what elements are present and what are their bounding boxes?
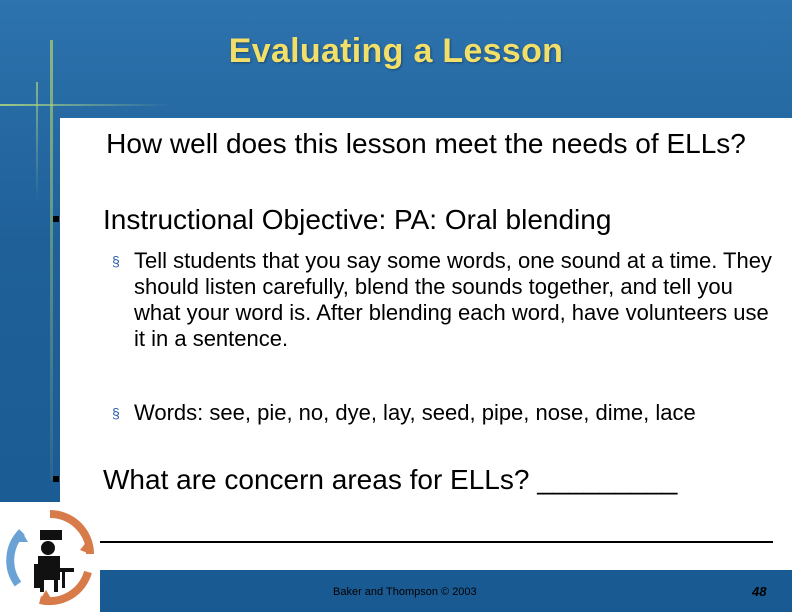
answer-line: [80, 541, 773, 543]
main-question: How well does this lesson meet the needs of ELLs?: [106, 128, 746, 159]
footer-credit: Baker and Thompson © 2003: [333, 586, 477, 598]
slide-title: Evaluating a Lesson: [228, 32, 564, 70]
square-bullet-icon: [53, 476, 59, 482]
square-bullet-icon: §: [112, 405, 120, 421]
decor-line-vertical: [50, 40, 53, 480]
sub-item-text: Words: see, pie, no, dye, lay, seed, pipe, nose, dime, lace: [134, 400, 696, 425]
decor-line-vertical-2: [36, 82, 38, 202]
page-number: 48: [752, 584, 767, 599]
square-bullet-icon: §: [112, 253, 120, 269]
square-bullet-icon: [53, 216, 59, 222]
content-panel: [60, 118, 792, 570]
sub-item-text: Tell students that you say some words, one sound at a time. They should listen carefully, blend the sounds together, and tell you what your word is. After blending each word, have volunteers use it in a sentence.: [134, 248, 772, 351]
concern-text: What are concern areas for ELLs? _________: [103, 464, 678, 495]
sub-item-instructions: [112, 248, 772, 352]
sub-item-words: [112, 400, 772, 426]
decor-line-horizontal: [0, 104, 170, 106]
teacher-logo-icon: [0, 502, 100, 612]
objective-text: Instructional Objective: PA: Oral blending: [103, 204, 612, 235]
